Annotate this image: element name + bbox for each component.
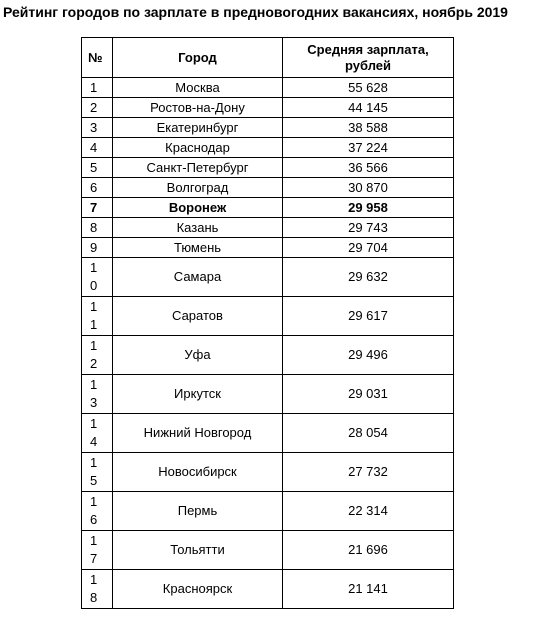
table-row: [82, 218, 454, 238]
row-num: 10: [82, 258, 113, 297]
row-salary: 29 496: [283, 336, 454, 375]
row-salary: 44 145: [283, 98, 454, 118]
row-city: Ростов-на-Дону: [113, 98, 283, 118]
row-salary: 29 031: [283, 375, 454, 414]
table-row: [82, 531, 454, 570]
row-salary: 29 743: [283, 218, 454, 238]
row-salary: 22 314: [283, 492, 454, 531]
header-salary: Средняя зарплата, рублей: [283, 38, 454, 78]
row-num: 8: [82, 218, 113, 238]
row-salary: 21 141: [283, 570, 454, 609]
row-city: Самара: [113, 258, 283, 297]
table-row: [82, 336, 454, 375]
row-city: Санкт-Петербург: [113, 158, 283, 178]
row-salary: 27 732: [283, 453, 454, 492]
row-salary: 28 054: [283, 414, 454, 453]
row-salary: 29 632: [283, 258, 454, 297]
row-num: 7: [82, 198, 113, 218]
row-city: Пермь: [113, 492, 283, 531]
row-city: Тольятти: [113, 531, 283, 570]
table-row: [82, 453, 454, 492]
row-city: Волгоград: [113, 178, 283, 198]
header-num: №: [82, 38, 113, 78]
row-city: Тюмень: [113, 238, 283, 258]
table-row: [82, 158, 454, 178]
row-city: Краснодар: [113, 138, 283, 158]
row-num: 12: [82, 336, 113, 375]
row-num: 14: [82, 414, 113, 453]
row-num: 1: [82, 78, 113, 98]
row-city: Москва: [113, 78, 283, 98]
salary-rating-table: [81, 37, 454, 609]
row-num: 4: [82, 138, 113, 158]
row-num: 5: [82, 158, 113, 178]
row-city: Уфа: [113, 336, 283, 375]
table-header-row: [82, 38, 454, 78]
table-row: [82, 178, 454, 198]
table-row: [82, 492, 454, 531]
row-salary: 29 704: [283, 238, 454, 258]
table-row: [82, 238, 454, 258]
row-city: Новосибирск: [113, 453, 283, 492]
table-row: [82, 98, 454, 118]
row-num: 17: [82, 531, 113, 570]
row-salary: 30 870: [283, 178, 454, 198]
table-row: [82, 414, 454, 453]
row-num: 3: [82, 118, 113, 138]
row-city: Екатеринбург: [113, 118, 283, 138]
row-salary: 37 224: [283, 138, 454, 158]
row-salary: 55 628: [283, 78, 454, 98]
row-salary: 21 696: [283, 531, 454, 570]
row-num: 13: [82, 375, 113, 414]
row-city: Нижний Новгород: [113, 414, 283, 453]
table-row-highlighted: [82, 198, 454, 218]
row-city: Казань: [113, 218, 283, 238]
row-city: Саратов: [113, 297, 283, 336]
row-num: 2: [82, 98, 113, 118]
row-salary: 36 566: [283, 158, 454, 178]
table-row: [82, 138, 454, 158]
table-row: [82, 78, 454, 98]
row-city: Воронеж: [113, 198, 283, 218]
row-salary: 29 958: [283, 198, 454, 218]
row-city: Красноярск: [113, 570, 283, 609]
header-city: Город: [113, 38, 283, 78]
table-row: [82, 297, 454, 336]
row-num: 6: [82, 178, 113, 198]
row-city: Иркутск: [113, 375, 283, 414]
row-salary: 38 588: [283, 118, 454, 138]
row-num: 11: [82, 297, 113, 336]
table-row: [82, 118, 454, 138]
table-row: [82, 258, 454, 297]
row-num: 18: [82, 570, 113, 609]
row-salary: 29 617: [283, 297, 454, 336]
page-title: Рейтинг городов по зарплате в предновогодних вакансиях, ноябрь 2019: [3, 4, 508, 20]
row-num: 15: [82, 453, 113, 492]
row-num: 16: [82, 492, 113, 531]
row-num: 9: [82, 238, 113, 258]
table-row: [82, 375, 454, 414]
table-row: [82, 570, 454, 609]
